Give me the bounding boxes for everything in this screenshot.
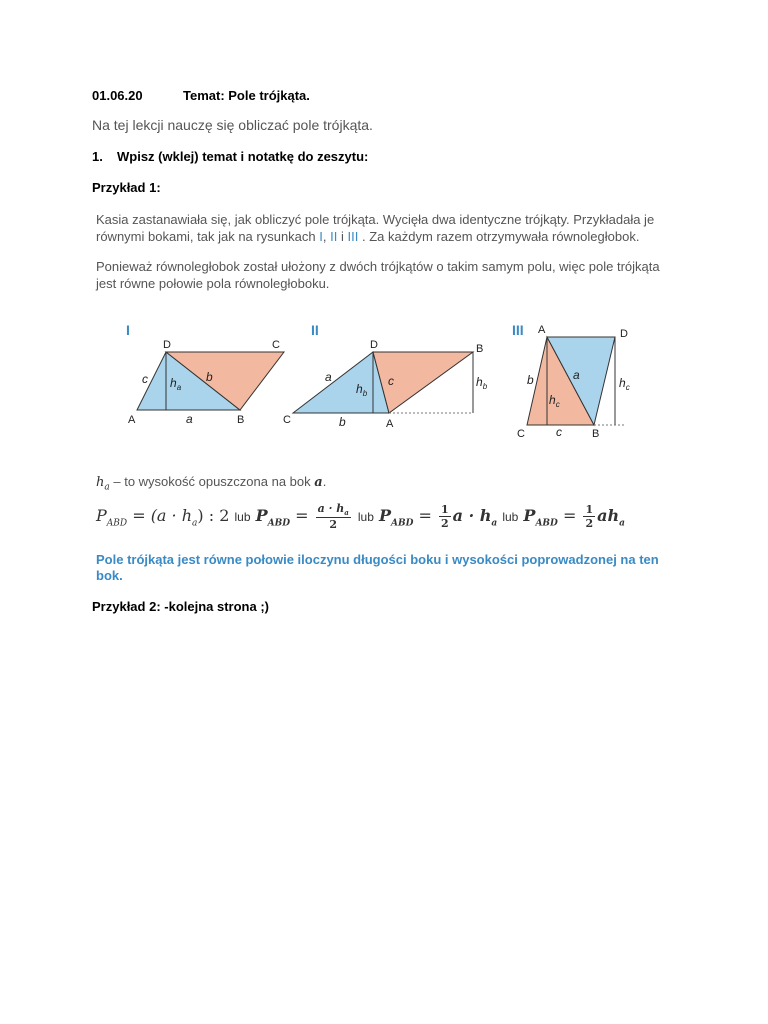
f1-sub: ABD <box>106 518 128 529</box>
date: 01.06.20 <box>92 88 143 103</box>
figure-II-h-letter: h <box>356 382 363 396</box>
figure-I-label-C: C <box>272 339 280 351</box>
triangle-figures <box>0 315 768 440</box>
f3-fraction <box>439 503 451 530</box>
conclusion-line2: bok. <box>96 568 123 583</box>
figure-II-label-B: B <box>476 343 484 355</box>
task1-text: Wpisz (wklej) temat i notatkę do zeszytu: <box>117 149 369 164</box>
f2-den: 2 <box>329 518 338 532</box>
f2-P: P <box>255 506 268 526</box>
f4-num: 1 <box>585 503 594 517</box>
figure-III-h2-letter: h <box>619 376 626 390</box>
p2-line2: jest równe połowie pola równoległoboku. <box>96 276 330 291</box>
roman-II: II <box>330 229 338 244</box>
figure-III-h-letter: h <box>549 393 556 407</box>
figure-III-label-A: A <box>538 324 546 336</box>
figure-I-side-c: c <box>142 372 148 386</box>
figure-I-roman: I <box>126 322 130 338</box>
roman-III: III <box>347 229 359 244</box>
f4-eq: = <box>557 506 582 526</box>
figure-III-label-C: C <box>517 428 525 440</box>
figure-II-h2 <box>476 375 488 391</box>
figure-I-side-a: a <box>186 412 193 426</box>
definition-text: – to wysokość opuszczona na bok <box>109 474 315 489</box>
area-formulas <box>96 502 625 531</box>
conclusion <box>96 552 696 584</box>
f4-P: P <box>523 506 536 526</box>
figure-I-h-sub: a <box>176 383 182 392</box>
p2-line1: Ponieważ równoległobok został ułożony z dwóch trójkątów o takim samym polu, więc pole trójkąta <box>96 259 660 274</box>
figure-II-side-b: b <box>339 415 346 429</box>
f2-num-sub: a <box>344 508 349 518</box>
intro-text: Na tej lekcji nauczę się obliczać pole trójkąta. <box>92 117 373 133</box>
example2-label: Przykład 2: -kolejna strona ;) <box>92 599 269 614</box>
lub-2: lub <box>357 510 374 525</box>
figure-II <box>283 322 488 430</box>
f2-num-text: a · h <box>317 502 345 515</box>
figure-III-label-D: D <box>620 328 628 340</box>
figure-II-label-D: D <box>370 339 378 351</box>
figure-I <box>126 322 284 426</box>
definition-h: h <box>96 475 105 490</box>
figure-II-side-c: c <box>388 374 394 388</box>
f1-sub2: a <box>192 518 198 529</box>
f4-fraction <box>583 503 595 530</box>
figure-I-label-D: D <box>163 339 171 351</box>
figure-III-h-sub: c <box>555 400 560 409</box>
height-definition <box>96 474 326 493</box>
f1-end: ) : 2 <box>197 506 230 526</box>
conclusion-line1: Pole trójkąta jest równe połowie iloczynu długości boku i wysokości poprowadzonej na ten <box>96 552 659 567</box>
example1-label: Przykład 1: <box>92 180 161 195</box>
figure-I-label-B: B <box>237 414 245 426</box>
lub-1: lub <box>234 510 251 525</box>
figure-III <box>512 322 630 440</box>
figure-II-side-a: a <box>325 370 332 384</box>
figure-II-h2-letter: h <box>476 375 483 389</box>
roman-I: I <box>319 229 323 244</box>
f3-eq: = <box>413 506 437 526</box>
figure-III-roman: III <box>512 322 524 338</box>
figure-I-h-letter: h <box>170 376 177 390</box>
figure-II-h-sub: b <box>362 389 368 398</box>
f4-rest: ah <box>597 506 620 526</box>
f3-rest-sub: a <box>491 518 498 529</box>
f4-den: 2 <box>585 517 594 531</box>
figure-II-h2-sub: b <box>482 382 488 391</box>
f2-fraction <box>316 502 351 531</box>
figure-II-label-C: C <box>283 414 291 426</box>
task1-number: 1. <box>92 149 103 164</box>
p1-end: . Za każdym razem otrzymywała równoległobok. <box>362 229 640 244</box>
sep-and: i <box>341 229 344 244</box>
definition-bok: a <box>314 475 323 490</box>
f3-sub: ABD <box>391 518 414 529</box>
p1-line2 <box>96 228 686 245</box>
f2-eq: = <box>290 506 314 526</box>
example1-paragraph2 <box>96 258 686 292</box>
figure-III-h2 <box>619 376 630 392</box>
p1-text: równymi bokami, tak jak na rysunkach <box>96 229 316 244</box>
figure-III-side-a: a <box>573 368 580 382</box>
f2-sub: ABD <box>267 518 291 529</box>
figure-II-label-A: A <box>386 418 394 430</box>
figure-III-side-b: b <box>527 373 534 387</box>
sep-comma: , <box>322 229 327 244</box>
definition-dot: . <box>322 474 327 489</box>
f3-den: 2 <box>441 517 449 531</box>
f4-rest-sub: a <box>619 518 625 529</box>
definition-h-sub: a <box>104 482 110 493</box>
f3-num: 1 <box>441 503 449 517</box>
f1-P: P <box>96 506 107 526</box>
f2-num <box>316 502 351 518</box>
figure-I-label-A: A <box>128 414 136 426</box>
f3-rest: a · h <box>452 506 492 526</box>
lub-3: lub <box>502 510 519 525</box>
figure-I-side-b: b <box>206 370 213 384</box>
figure-II-roman: II <box>311 322 319 338</box>
p1-line1: Kasia zastanawiała się, jak obliczyć pole trójkąta. Wycięła dwa identyczne trójkąty. Przykładała je <box>96 212 655 227</box>
topic-title: Temat: Pole trójkąta. <box>183 88 310 103</box>
figure-III-side-c: c <box>556 425 562 439</box>
f1-rest: = (a · h <box>127 506 193 526</box>
f3-P: P <box>378 506 392 526</box>
example1-paragraph1 <box>96 211 686 245</box>
figure-III-label-B: B <box>592 428 600 440</box>
figure-III-h2-sub: c <box>625 383 630 392</box>
figure-II-blue-triangle <box>293 352 389 413</box>
f4-sub: ABD <box>535 518 558 529</box>
